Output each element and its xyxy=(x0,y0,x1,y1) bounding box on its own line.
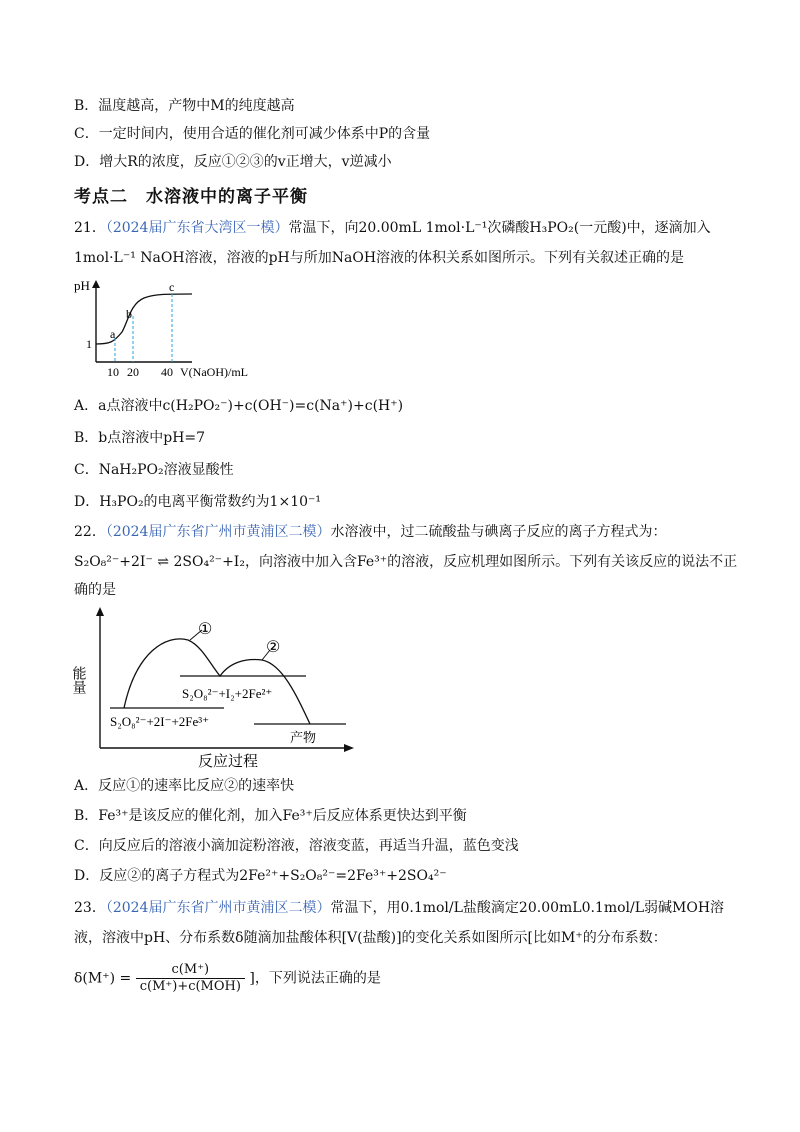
q23-stem-1 xyxy=(74,898,724,918)
q23-stem-3: ]，下列说法正确的是 xyxy=(249,970,381,987)
diagram-xlabel: 反应过程 xyxy=(198,754,259,770)
distribution-fraction xyxy=(136,962,245,995)
energy-profile-diagram xyxy=(70,604,364,770)
section-title: 考点二 水溶液中的离子平衡 xyxy=(74,187,308,207)
point-label-b: b xyxy=(126,307,132,321)
x-tick-40: 40 xyxy=(161,365,173,379)
q21-number: 21． xyxy=(74,220,106,236)
q22-option-c: C．向反应后的溶液小滴加淀粉溶液，溶液变蓝，再适当升温，蓝色变浅 xyxy=(74,838,519,854)
q22-option-d: D．反应②的离子方程式为2Fe²⁺+S₂O₈²⁻=2Fe³⁺+2SO₄²⁻ xyxy=(74,868,447,884)
product-label: 产物 xyxy=(290,730,317,745)
reactant-label: S₂O₈²⁻+2I⁻+2Fe³⁺ xyxy=(110,714,210,729)
diagram-ylabel: 能量 xyxy=(70,666,86,694)
q21-stem-text: 常温下，向20.00mL 1mol·L⁻¹次磷酸H₃PO₂(一元酸)中，逐滴加入 xyxy=(288,220,711,236)
q22-option-a: A．反应①的速率比反应②的速率快 xyxy=(74,778,295,794)
q21-option-d: D．H₃PO₂的电离平衡常数约为1×10⁻¹ xyxy=(74,494,322,510)
q21-source: （2024届广东省大湾区一模） xyxy=(105,220,289,236)
q23-number: 23． xyxy=(74,900,106,916)
x-tick-10: 10 xyxy=(107,365,119,379)
fraction-numerator: c(M⁺) xyxy=(136,962,245,979)
x-tick-20: 20 xyxy=(127,365,139,379)
chart-y-arrow xyxy=(92,280,100,288)
q23-source: （2024届广东省广州市黄浦区二模） xyxy=(105,900,331,916)
q22-source: （2024届广东省广州市黄浦区二模） xyxy=(105,524,331,540)
q22-stem-3: 确的是 xyxy=(74,582,116,598)
q21-stem-1 xyxy=(74,218,711,238)
point-label-a: a xyxy=(110,327,116,341)
peak1-label: ① xyxy=(198,621,213,638)
point-label-c: c xyxy=(169,280,175,294)
q22-option-b: B．Fe³⁺是该反应的催化剂，加入Fe³⁺后反应体系更快达到平衡 xyxy=(74,808,467,824)
fraction-denominator: c(M⁺)+c(MOH) xyxy=(139,979,241,994)
q23-stem-text: 常温下，用0.1mol/L盐酸滴定20.00mL0.1mol/L弱碱MOH溶 xyxy=(330,900,725,916)
diagram-y-arrow xyxy=(96,607,104,616)
option-c-prev: C．一定时间内，使用合适的催化剂可减少体系中P的含量 xyxy=(74,126,431,142)
q22-stem-text: 水溶液中，过二硫酸盐与碘离子反应的离子方程式为： xyxy=(330,524,667,540)
q21-option-b: B．b点溶液中pH=7 xyxy=(74,430,206,446)
q21-stem-2: 1mol·L⁻¹ NaOH溶液，溶液的pH与所加NaOH溶液的体积关系如图所示。下列有关叙述正确的是 xyxy=(74,250,685,266)
y-tick-1: 1 xyxy=(86,337,92,351)
energy-curve xyxy=(124,639,310,724)
peak2-label: ② xyxy=(266,639,281,656)
q22-number: 22． xyxy=(74,524,106,540)
q21-option-a: A．a点溶液中c(H₂PO₂⁻)+c(OH⁻)=c(Na⁺)+c(H⁺) xyxy=(74,398,404,414)
chart-ylabel: pH xyxy=(74,278,90,293)
formula-lhs: δ(M⁺) = xyxy=(74,970,132,987)
q23-stem-2: 液，溶液中pH、分布系数δ随滴加盐酸体积[V(盐酸)]的变化关系如图所示[比如M⁺的分布系数： xyxy=(74,930,667,946)
q22-stem-1 xyxy=(74,522,666,542)
chart-xlabel: V(NaOH)/mL xyxy=(180,365,248,379)
q22-stem-2: S₂O₈²⁻+2I⁻ ⇌ 2SO₄²⁻+I₂，向溶液中加入含Fe³⁺的溶液，反应机理如图所示。下列有关该反应的说法不正 xyxy=(74,554,738,570)
q21-option-c: C．NaH₂PO₂溶液显酸性 xyxy=(74,462,234,478)
q23-formula-line xyxy=(74,962,381,995)
option-b-prev: B．温度越高，产物中M的纯度越高 xyxy=(74,98,295,114)
option-d-prev: D．增大R的浓度，反应①②③的v正增大，v逆减小 xyxy=(74,154,392,170)
intermediate-label: S₂O₈²⁻+I₂+2Fe²⁺ xyxy=(182,686,273,701)
ph-titration-chart xyxy=(70,276,300,382)
diagram-x-arrow xyxy=(344,744,354,752)
